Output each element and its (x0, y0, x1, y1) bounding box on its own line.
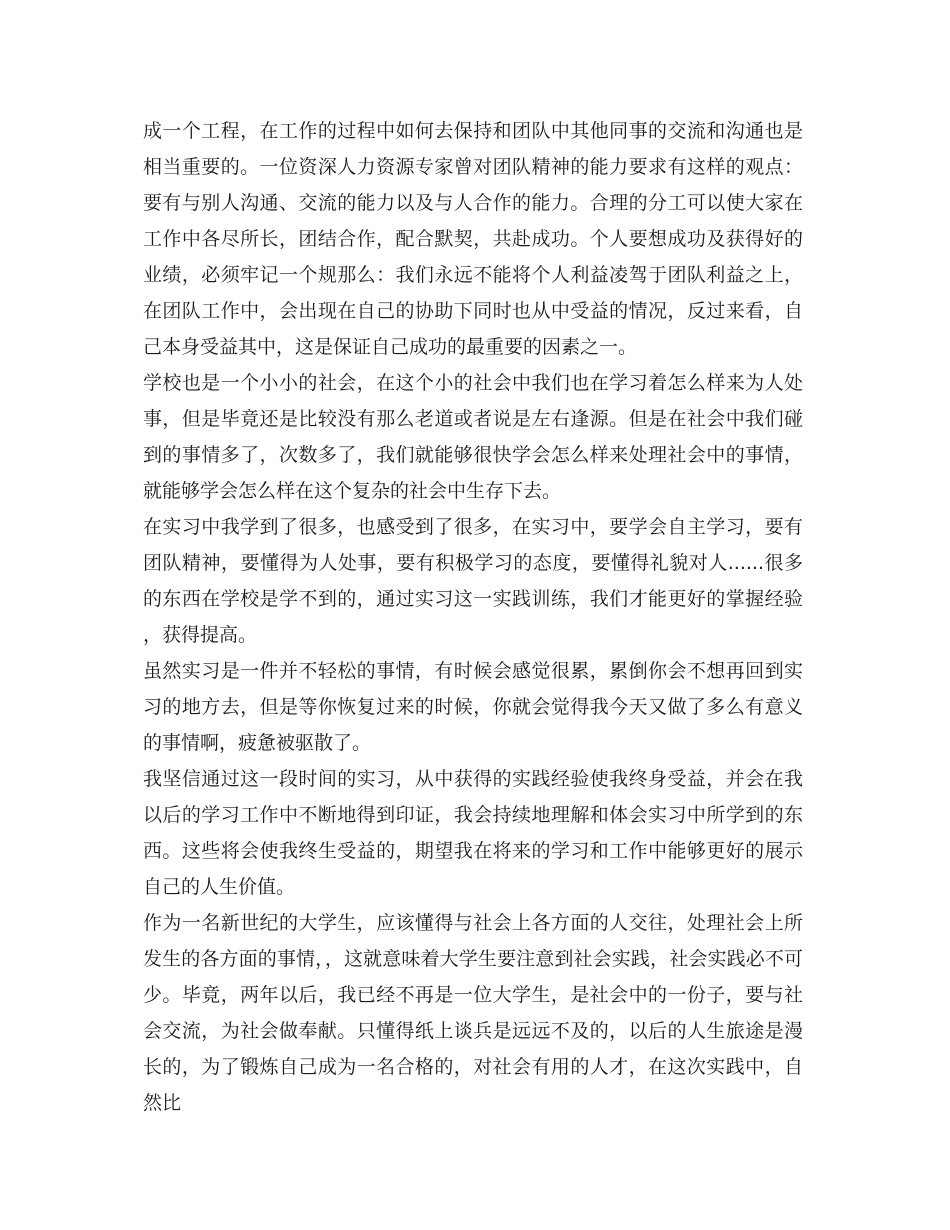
paragraph: 在实习中我学到了很多，也感受到了很多，在实习中，要学会自主学习，要有团队精神，要懂得为人处事，要有积极学习的态度，要懂得礼貌对人......很多的东西在学校是学不到的，通过实习这一实践训练，我们才能更好的掌握经验，获得提高。 (143, 516, 803, 646)
paragraph: 成一个工程，在工作的过程中如何去保持和团队中其他同事的交流和沟通也是相当重要的。一位资深人力资源专家曾对团队精神的能力要求有这样的观点：要有与别人沟通、交流的能力以及与人合作的能力。合理的分工可以使大家在工作中各尽所长，团结合作，配合默契，共赴成功。个人要想成功及获得好的业绩，必须牢记一个规那么：我们永远不能将个人利益凌驾于团队利益之上，在团队工作中，会出现在自己的协助下同时也从中受益的情况，反过来看，自己本身受益其中，这是保证自己成功的最重要的因素之一。 (143, 120, 803, 358)
paragraph: 我坚信通过这一段时间的实习，从中获得的实践经验使我终身受益，并会在我以后的学习工作中不断地得到印证，我会持续地理解和体会实习中所学到的东西。这些将会使我终生受益的，期望我在将来的学习和工作中能够更好的展示自己的人生价值。 (143, 768, 803, 898)
paragraph: 作为一名新世纪的大学生，应该懂得与社会上各方面的人交往，处理社会上所发生的各方面的事情，，这就意味着大学生要注意到社会实践，社会实践必不可少。毕竟，两年以后，我已经不再是一位大学生，是社会中的一份子，要与社会交流，为社会做奉献。只懂得纸上谈兵是远远不及的，以后的人生旅途是漫长的，为了锻炼自己成为一名合格的，对社会有用的人才，在这次实践中，自然比 (143, 912, 803, 1114)
document-body (143, 113, 803, 1121)
paragraph: 学校也是一个小小的社会，在这个小的社会中我们也在学习着怎么样来为人处事，但是毕竟还是比较没有那么老道或者说是左右逢源。但是在社会中我们碰到的事情多了，次数多了，我们就能够很快学会怎么样来处理社会中的事情，就能够学会怎么样在这个复杂的社会中生存下去。 (143, 372, 803, 502)
paragraph: 虽然实习是一件并不轻松的事情，有时候会感觉很累，累倒你会不想再回到实习的地方去，但是等你恢复过来的时候，你就会觉得我今天又做了多么有意义的事情啊，疲惫被驱散了。 (143, 660, 803, 754)
